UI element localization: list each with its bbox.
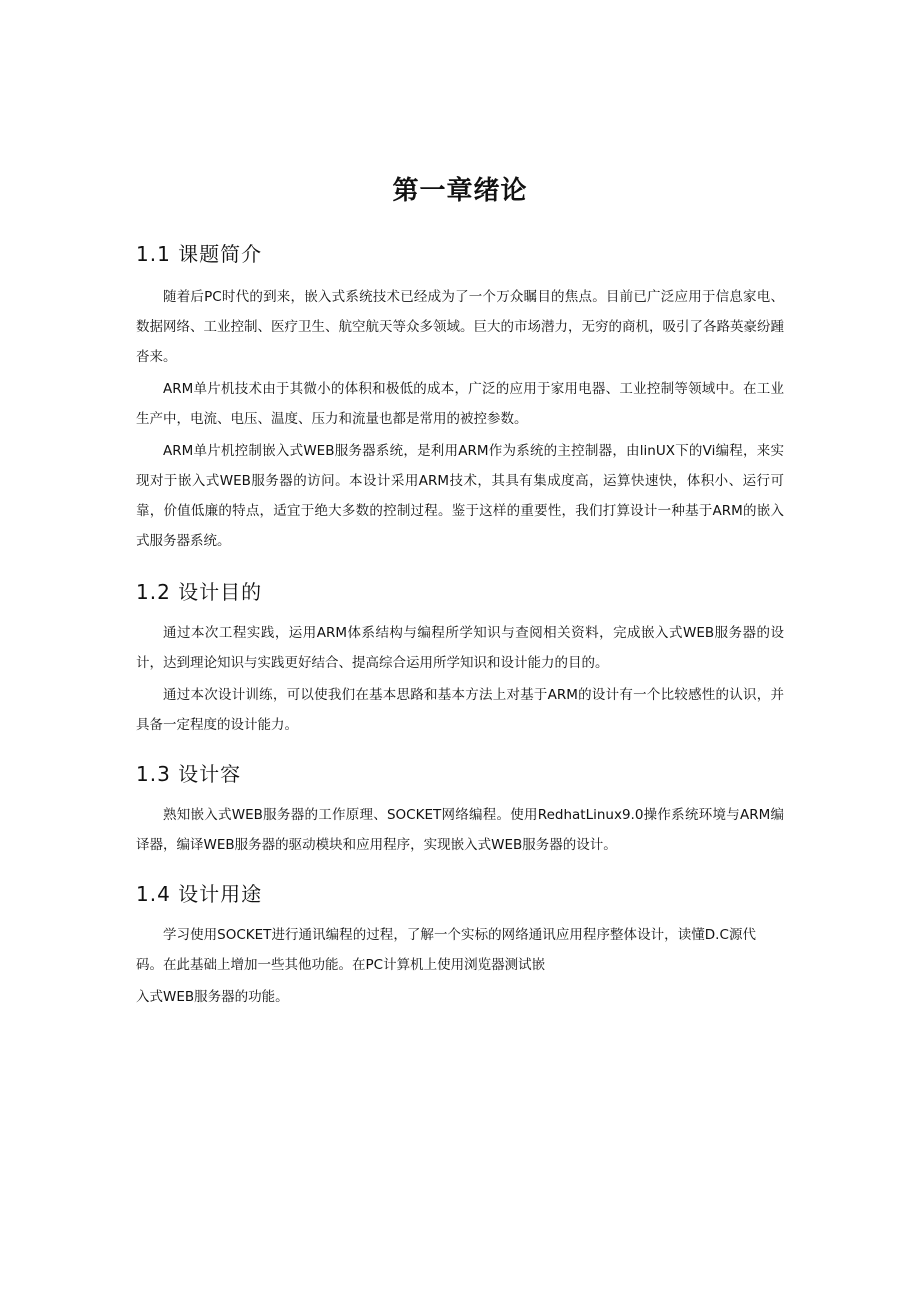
section-heading-1-1: 1.1 课题简介 — [136, 242, 263, 266]
paragraph: ARM单片机技术由于其微小的体积和极低的成本，广泛的应用于家用电器、工业控制等领域中。在工业生产中，电流、电压、温度、压力和流量也都是常用的被控参数。 — [136, 381, 784, 427]
paragraph: 熟知嵌入式WEB服务器的工作原理、SOCKET网络编程。使用RedhatLinux9.0操作系统环境与ARM编译器，编译WEB服务器的驱动模块和应用程序，实现嵌入式WEB服务器的设计。 — [136, 807, 784, 853]
chapter-title: 第一章绪论 — [392, 176, 528, 206]
paragraph-continuation: 入式WEB服务器的功能。 — [136, 989, 289, 1005]
paragraph: 随着后PC时代的到来，嵌入式系统技术已经成为了一个万众瞩目的焦点。目前已广泛应用于信息家电、数据网络、工业控制、医疗卫生、航空航天等众多领域。巨大的市场潜力，无穷的商机，吸引了各路英豪纷踵沓来。 — [136, 289, 784, 365]
paragraph: 通过本次工程实践，运用ARM体系结构与编程所学知识与查阅相关资料，完成嵌入式WEB服务器的设计，达到理论知识与实践更好结合、提高综合运用所学知识和设计能力的目的。 — [136, 625, 784, 671]
paragraph: 学习使用SOCKET进行通讯编程的过程，了解一个实标的网络通讯应用程序整体设计，读懂D.C源代码。在此基础上增加一些其他功能。在PC计算机上使用浏览器测试嵌 — [136, 927, 756, 973]
section-heading-1-2: 1.2 设计目的 — [136, 580, 263, 604]
paragraph: 通过本次设计训练，可以使我们在基本思路和基本方法上对基于ARM的设计有一个比较感性的认识，并具备一定程度的设计能力。 — [136, 687, 784, 733]
section-heading-1-3: 1.3 设计容 — [136, 762, 242, 786]
paragraph: ARM单片机控制嵌入式WEB服务器系统，是利用ARM作为系统的主控制器，由linUX下的Vi编程，来实现对于嵌入式WEB服务器的访问。本设计采用ARM技术，其具有集成度高，运算快速快，体积小、运行可靠，价值低廉的特点，适宜于绝大多数的控制过程。鉴于这样的重要性，我们打算设计一种基于ARM的嵌入式服务器系统。 — [136, 443, 784, 549]
section-heading-1-4: 1.4 设计用途 — [136, 882, 263, 906]
